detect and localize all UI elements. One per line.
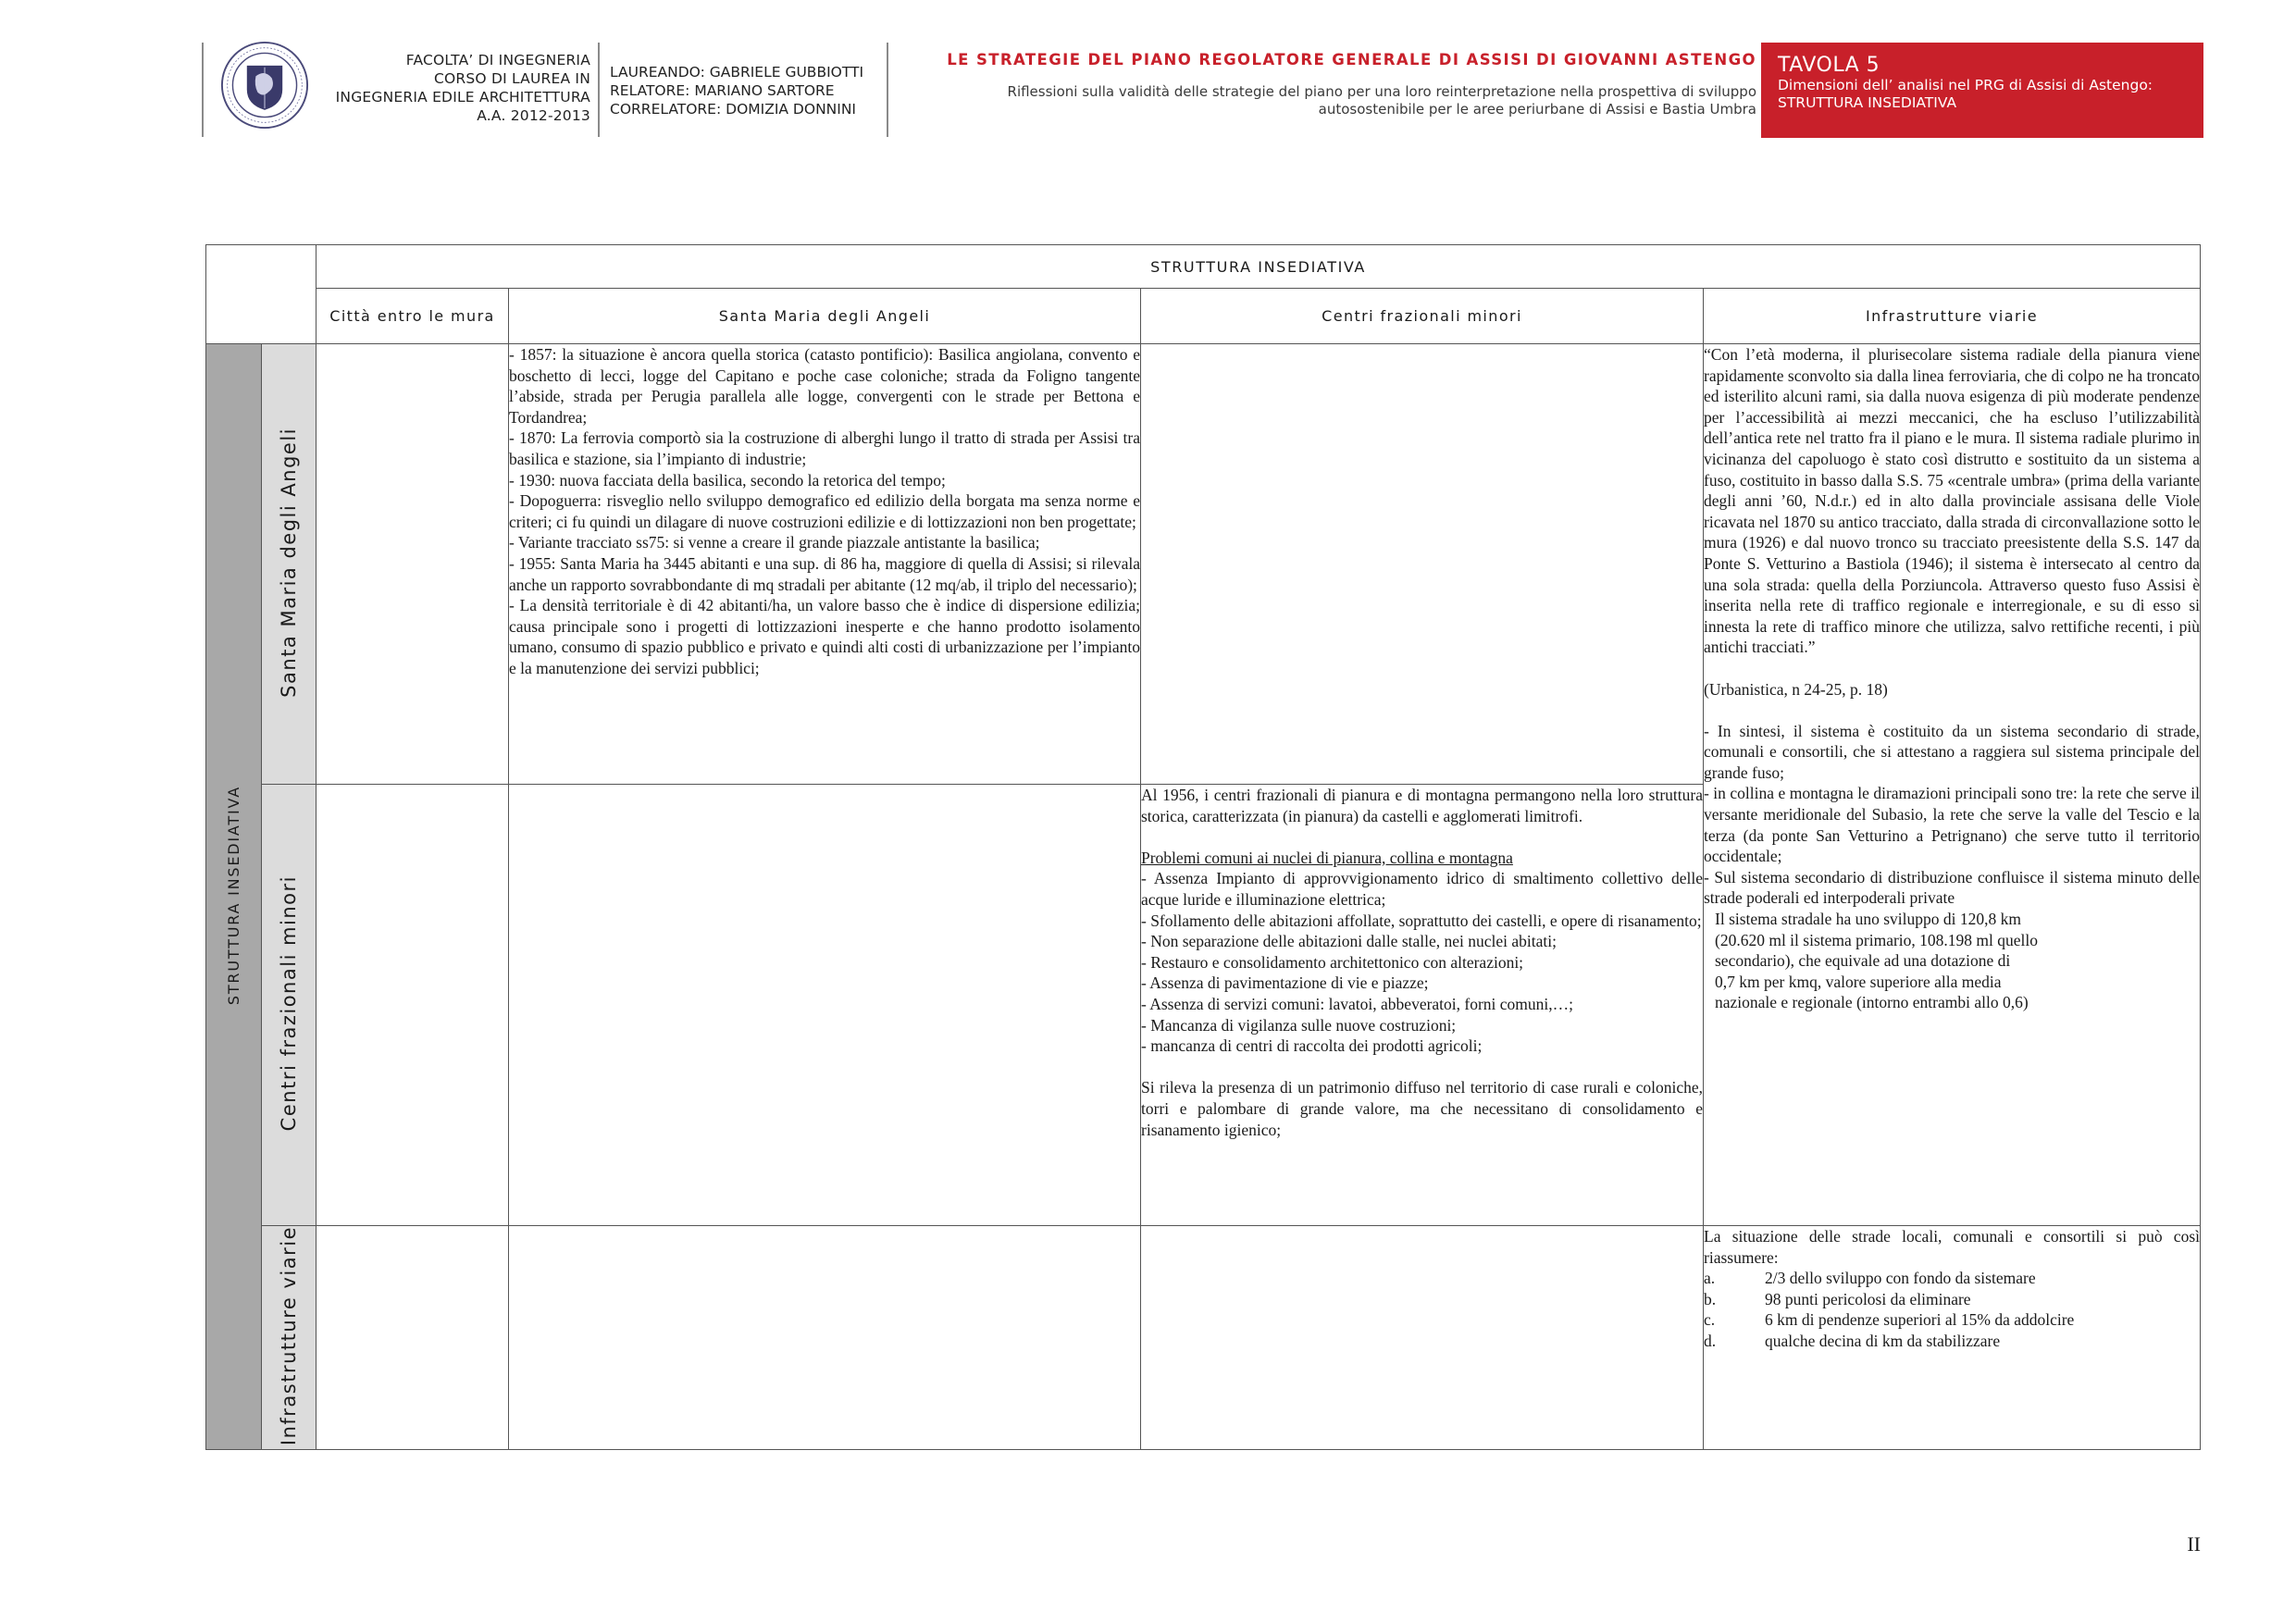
cell-empty bbox=[509, 785, 1141, 1226]
side-main-text: STRUTTURA INSEDIATIVA bbox=[225, 785, 242, 1005]
road-stat-line: (20.620 ml il sistema primario, 108.198 ml quello bbox=[1715, 930, 2038, 949]
road-stat-line: 0,7 km per kmq, valore superiore alla media bbox=[1715, 972, 2002, 991]
row-label-infrastrutture bbox=[262, 1226, 316, 1450]
header-divider bbox=[202, 43, 204, 137]
faculty-block bbox=[336, 51, 590, 125]
cell-centri-analysis bbox=[1141, 785, 1704, 1226]
quote-text: “Con l’età moderna, il plurisecolare sistema radiale della pianura viene rapidamente sconvolto sia dalla linea ferroviaria, che di colpo ne ha troncato ed isterilito alcuni rami, sia dalla nuova esigenza di più moderate pendenze per l’accessibilità ai mezzi meccanici, che ha escluso l’utilizzabilità dell’antica rete nel tratto fra il piano e le mura. Il sistema radiale plurimo in vicinanza del capoluogo è stato così distrutto e sostituito da un sistema a fuso, costituito in basso dalla S.S. 75 «centrale umbra» (prima della variante degli anni ’60, N.d.r.) ed in alto dalla provinciale assisana delle Viole ricavata nel 1870 su antico tracciato, dalla strada di circonvallazione sotto le mura (1926) e dal nuovo tronco su tracciato preesistente della S.S. 147 da Ponte S. Vetturino a Bastiola (1946); il sistema è intersecato al centro da una sola strada: quella della Porziuncola. Attraverso questo fuso Assisi è inserita nella rete di traffico regionale e interregionale, e su di esso si innesta la rete di traffico minore che utilizza, salvo rettifiche recenti, i più antichi tracciati.” bbox=[1704, 345, 2201, 657]
faculty-line: CORSO DI LAUREA IN bbox=[434, 70, 590, 87]
col-header-centri: Centri frazionali minori bbox=[1141, 289, 1704, 344]
analysis-table bbox=[205, 244, 2201, 1450]
centri-intro: Al 1956, i centri frazionali di pianura e di montagna permangono nella loro struttura storica, caratterizzata (in pianura) da castelli e agglomerati limitrofi. bbox=[1141, 786, 1703, 825]
list-item bbox=[1704, 1289, 2200, 1310]
university-seal-icon bbox=[220, 41, 309, 130]
cell-empty bbox=[1141, 344, 1704, 785]
list-key: d. bbox=[1704, 1331, 1717, 1350]
col-header-santa-maria: Santa Maria degli Angeli bbox=[509, 289, 1141, 344]
col-header-infrastrutture: Infrastrutture viarie bbox=[1704, 289, 2201, 344]
header-divider bbox=[887, 43, 888, 137]
history-item: - 1930: nuova facciata della basilica, secondo la retorica del tempo; bbox=[509, 470, 946, 490]
problem-item: - Restauro e consolidamento architettonico con alterazioni; bbox=[1141, 952, 1524, 972]
tavola-description: Dimensioni dell’ analisi nel PRG di Assisi di Astengo: bbox=[1778, 77, 2153, 93]
road-stat-line: secondario), che equivale ad una dotazione di bbox=[1715, 951, 2011, 971]
thesis-subtitle bbox=[947, 83, 1756, 118]
subtitle-line: Riflessioni sulla validità delle strategie del piano per una loro reinterpretazione nella prospettiva di sviluppo bbox=[1007, 83, 1756, 100]
road-stat-line: nazionale e regionale (intorno entrambi allo 0,6) bbox=[1715, 993, 2029, 1012]
centri-closing: Si rileva la presenza di un patrimonio diffuso nel territorio di case rurali e coloniche, torri e palombare di grande valore, ma che necessitano di consolidamento e risanamento igienico; bbox=[1141, 1078, 1703, 1139]
team-block bbox=[610, 63, 863, 118]
list-text: 98 punti pericolosi da eliminare bbox=[1765, 1289, 1971, 1308]
road-stat-line: Il sistema stradale ha uno sviluppo di 120,8 km bbox=[1715, 910, 2021, 929]
subtitle-line: autosostenibile per le aree periurbane di Assisi e Bastia Umbra bbox=[1318, 101, 1756, 118]
cell-santa-maria-history bbox=[509, 344, 1141, 785]
cell-infrastrutture-analysis bbox=[1704, 344, 2201, 1226]
road-summary-intro: La situazione delle strade locali, comunali e consortili si può così riassumere: bbox=[1704, 1227, 2201, 1267]
co-supervisor-line: CORRELATORE: DOMIZIA DONNINI bbox=[610, 101, 856, 118]
list-key: a. bbox=[1704, 1269, 1716, 1288]
faculty-line: INGEGNERIA EDILE ARCHITETTURA bbox=[335, 89, 590, 105]
list-item bbox=[1704, 1331, 2200, 1352]
tavola-topic: STRUTTURA INSEDIATIVA bbox=[1778, 94, 1957, 111]
cell-empty bbox=[316, 344, 509, 785]
table-top-header: STRUTTURA INSEDIATIVA bbox=[316, 245, 2201, 289]
row-label-text: Centri frazionali minori bbox=[278, 874, 300, 1132]
list-text: 2/3 dello sviluppo con fondo da sistemare bbox=[1765, 1269, 2036, 1288]
history-item: - 1857: la situazione è ancora quella storica (catasto pontificio): Basilica angiolana, convento e boschetto di lecci, logge del Capitano e poche case coloniche; strada da Foligno tangente l’abside, strada per Perugia parallela alle logge, convergenti con le strade per Bettona e Tordandrea; bbox=[509, 345, 1140, 427]
problem-item: - Mancanza di vigilanza sulle nuove costruzioni; bbox=[1141, 1015, 1457, 1035]
supervisor-line: RELATORE: MARIANO SARTORE bbox=[610, 82, 835, 99]
thesis-title-block bbox=[947, 51, 1756, 118]
problem-item: - mancanza di centri di raccolta dei prodotti agricoli; bbox=[1141, 1036, 1483, 1056]
tavola-number: TAVOLA 5 bbox=[1778, 54, 1880, 77]
cell-empty bbox=[316, 785, 509, 1226]
problem-item: - Assenza Impianto di approvvigionamento idrico di smaltimento collettivo delle acque luride e illuminazione elettrica; bbox=[1141, 869, 1703, 909]
road-stats bbox=[1704, 909, 2200, 1013]
cell-empty bbox=[316, 1226, 509, 1450]
history-item: - La densità territoriale è di 42 abitanti/ha, un valore basso che è indice di dispersione edilizia; causa principale sono i progetti di lottizzazioni inesperte e che hanno prodotto isolamento umano, consumo di spazio pubblico e privato e quindi alti costi di urbanizzazione per l’impianto e la manutenzione dei servizi pubblici; bbox=[509, 596, 1140, 677]
col-header-citta: Città entro le mura bbox=[316, 289, 509, 344]
tavola-box bbox=[1761, 43, 2203, 138]
problem-item: - Assenza di servizi comuni: lavatoi, abbeveratoi, forni comuni,…; bbox=[1141, 994, 1574, 1013]
academic-year: A.A. 2012-2013 bbox=[477, 107, 590, 124]
infra-bullet: - In sintesi, il sistema è costituito da un sistema secondario di strade, comunali e consortili, che si attestano a raggiera sul sistema principale del grande fuso; bbox=[1704, 721, 2201, 782]
row-label-santa-maria bbox=[262, 344, 316, 785]
list-key: c. bbox=[1704, 1310, 1716, 1330]
page-number: II bbox=[2187, 1532, 2201, 1556]
row-label-text: Santa Maria degli Angeli bbox=[278, 427, 300, 698]
cell-empty bbox=[1141, 1226, 1704, 1450]
table-corner bbox=[206, 245, 316, 344]
problems-title: Problemi comuni ai nuclei di pianura, collina e montagna bbox=[1141, 848, 1513, 867]
infra-bullet: - in collina e montagna le diramazioni principali sono tre: la rete che serve il versante meridionale del Subasio, la rete che serve la valle del Tescio e la terza (da ponte San Vetturino a Petrignano) che serve tutto il territorio occidentale; bbox=[1704, 784, 2201, 866]
header-divider bbox=[598, 43, 600, 137]
row-label-text: Infrastrutture viarie bbox=[278, 1226, 300, 1446]
thesis-title: LE STRATEGIE DEL PIANO REGOLATORE GENERALE DI ASSISI DI GIOVANNI ASTENGO bbox=[947, 51, 1756, 68]
problem-item: - Non separazione delle abitazioni dalle stalle, nei nuclei abitati; bbox=[1141, 932, 1557, 951]
cell-empty bbox=[509, 1226, 1141, 1450]
faculty-line: FACOLTA’ DI INGEGNERIA bbox=[405, 52, 590, 68]
list-item bbox=[1704, 1268, 2200, 1289]
list-text: 6 km di pendenze superiori al 15% da addolcire bbox=[1765, 1310, 2075, 1330]
list-text: qualche decina di km da stabilizzare bbox=[1765, 1331, 2001, 1350]
quote-source: (Urbanistica, n 24-25, p. 18) bbox=[1704, 679, 1888, 699]
list-item bbox=[1704, 1309, 2200, 1331]
history-item: - Variante tracciato ss75: si venne a creare il grande piazzale antistante la basilica; bbox=[509, 533, 1040, 552]
side-main-label bbox=[206, 344, 262, 1450]
list-key: b. bbox=[1704, 1289, 1717, 1308]
problem-item: - Sfollamento delle abitazioni affollate, soprattutto dei castelli, e opere di risanamento; bbox=[1141, 911, 1702, 930]
history-item: - Dopoguerra: risveglio nello sviluppo demografico ed edilizio della borgata ma senza norme e criteri; ci fu quindi un dilagare di nuove costruzioni edilizie e di lottizzazioni non ben progettate; bbox=[509, 491, 1140, 531]
student-line: LAUREANDO: GABRIELE GUBBIOTTI bbox=[610, 64, 864, 81]
cell-road-summary bbox=[1704, 1226, 2201, 1450]
infra-bullet: - Sul sistema secondario di distribuzione confluisce il sistema minuto delle strade poderali ed interpoderali private bbox=[1704, 867, 2201, 908]
problem-item: - Assenza di pavimentazione di vie e piazze; bbox=[1141, 973, 1429, 993]
history-item: - 1955: Santa Maria ha 3445 abitanti e una sup. di 86 ha, maggiore di quella di Assisi; si rilevala anche un rapporto sovrabbondante di mq stradali per abitante (12 mq/ab, il triplo del necessario); bbox=[509, 553, 1140, 594]
history-item: - 1870: La ferrovia comportò sia la costruzione di alberghi lungo il tratto di strada per Assisi tra basilica e stazione, sia l’impianto di industrie; bbox=[509, 428, 1140, 468]
row-label-centri bbox=[262, 785, 316, 1226]
